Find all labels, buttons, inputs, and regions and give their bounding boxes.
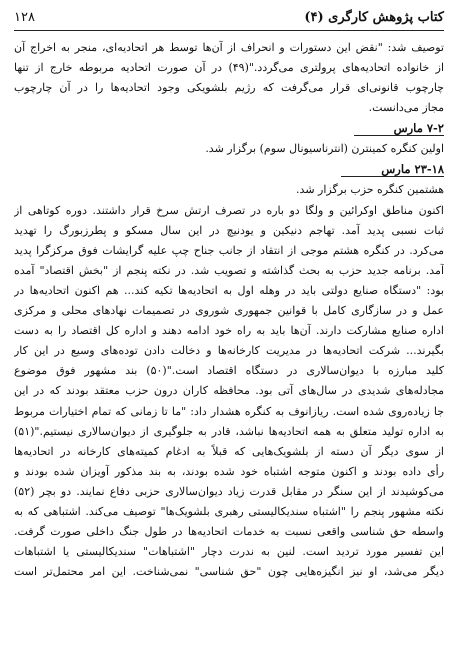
text-line: کلید مبارزه با دیوان‌سالاری در دستگاه اقتصاد است."(۵۰) بند مشهور فوق موضوع [14, 364, 444, 378]
text-line: هشتمین کنگره حزب برگزار شد. [296, 183, 444, 197]
header-divider [14, 30, 444, 31]
body-text [14, 38, 444, 582]
text-line: بود: "دستگاه صنایع دولتی باید در وهله اول به اتحادیه‌ها تکیه کند... هم اکنون اتحادیه‌ها در [14, 283, 444, 297]
text-line: اولین کنگره کمینترن (انترناسیونال سوم) برگزار شد. [205, 142, 444, 156]
text-line: عمل و در سازگاری کامل با قوانین جمهوری شوروی در تصمیمات نهادهای محلی و مرکزی [14, 304, 444, 318]
text-line: مجاز می‌دانست. [368, 101, 444, 115]
page-header [14, 6, 444, 28]
text-line: واسطه حق شناسی واقعی نسبت به خدمات اتحادیه‌ها در طول جنگ داخلی صورت گرفت. [14, 525, 444, 539]
book-title: کتاب پژوهش کارگری (۴) [304, 9, 444, 25]
text-line: آمد. برنامه جدید حزب به بحث گذاشته و تصویب شد. در نکته پنجم از "بخش اقتصاد" آمده [14, 263, 444, 277]
text-line: این تفسیر مورد تردید است. لنین به ندرت دچار "اشتباهات" سندیکالیستی یا اشتباهات [14, 545, 444, 559]
date-heading [14, 159, 444, 180]
date-heading-label: ۷-۲ مارس [354, 121, 444, 136]
text-line: بگیرند... شرکت اتحادیه‌ها در مدیریت کارخانه‌ها و دخالت دادن توده‌های وسیع در این کار [14, 344, 444, 358]
text-line: اداره صنایع مشارکت دارند. آن‌ها باید به راه خود ادامه دهند و اداره کل اقتصاد را به دست [14, 324, 444, 338]
text-line: نکته مشهور پنجم را "اشتباه سندیکالیستی رهبری بلشویک‌ها" توصیف می‌کند. اشتباهی که به [14, 504, 444, 518]
text-line: جا زیاده‌روی شده است. ریازانوف به کنگره هشدار داد: "ما تا زمانی که تمام اختیارات مربوط [14, 404, 444, 418]
text-line: مجادله‌های شدیدی در سال‌های آتی بود. محافظه کاران درون حزب معتقد بودند که در این [14, 384, 444, 398]
text-line: دیگر می‌شد، او نیز انگیزه‌هایی چون "حق شناسی" نمی‌شناخت. این امر محتمل‌تر است [14, 565, 444, 579]
date-heading [14, 118, 444, 139]
text-line: می‌کرد. در کنگره هشتم موجی از انتقاد از جانب جناح چپ علیه گرایشات فوق مرکزگرا پدید [14, 243, 444, 257]
text-line: توصیف شد: "نقض این دستورات و انحراف از آن‌ها توسط هر اتحادیه‌ای، منجر به اخراج آن [14, 41, 444, 54]
page-number: ۱۲۸ [14, 9, 35, 25]
date-heading-label: ۲۳-۱۸ مارس [341, 162, 444, 177]
text-line: از سوی دیگر آن دسته از بلشویک‌هایی که قبلاً به ادغام کمیته‌های کارخانه در اتحادیه‌ها [14, 444, 444, 458]
text-line: ثبات نسبی پدید آمد. تهاجم دنیکین و یودنیچ در این سال مسکو و پطرزبورگ را تهدید [14, 223, 444, 237]
text-line: می‌کوشیدند از این سنگر در مقابل قدرت زیاد دیوان‌سالاری حزبی دفاع نمایند. دو بچر (۵۲) [14, 484, 444, 498]
text-line: از خانواده اتحادیه‌های پرولتری می‌گردد."(۴۹) در آن صورت اتحادیه مربوطه خارج از تنها [14, 61, 444, 75]
text-line: به اداره تولید متعلق به همه اتحادیه‌ها نباشد، قادر به جلوگیری از دیوان‌سالاری نیستیم."(۵۱) [14, 424, 444, 438]
text-line: رأی داده بودند و اکنون متوجه اشتباه خود شده بودند، به بند مذکور آویزان شده بودند و [14, 464, 444, 478]
text-line: اکنون مناطق اوکرائین و ولگا دو باره در تصرف ارتش سرخ قرار داشتند. دوره کوتاهی از [14, 203, 444, 217]
text-line: چارچوب قانونی‌ای قرار می‌گرفت که رژیم بلشویکی وجود اتحادیه‌ها را در آن چارچوب [14, 81, 444, 95]
